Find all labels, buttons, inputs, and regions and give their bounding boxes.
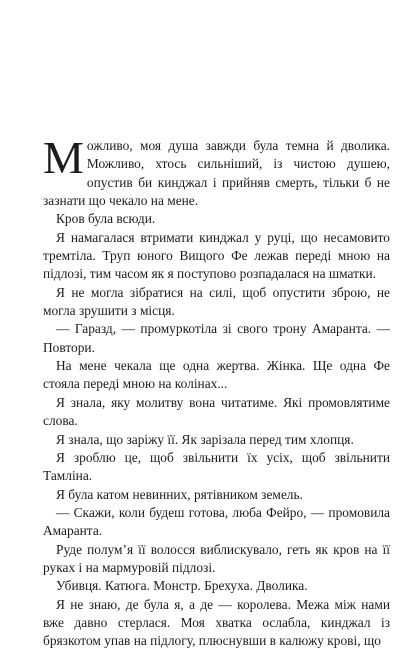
paragraph-11: — Скажи, коли будеш готова, люба Фейро, — промовила Амаранта. [43,504,390,539]
drop-cap: М [43,132,84,183]
paragraph-14: Я не знаю, де була я, а де — королева. Межа між нами вже давно стерлася. Моя хватка ослабла, кинджал із брязкотом упав на підлогу, плюснувши в калюжу крові, що [43,596,390,649]
paragraph-1-text: ожливо, моя душа завжди була темна й дволика. Можливо, хтось сильніший, із чистою душею, опустив би кинджал і прийняв смерть, тільки б не зазнати що чекало на мене. [43,138,390,209]
paragraph-1 [43,132,390,210]
paragraph-7: Я знала, яку молитву вона читатиме. Які промовлятиме слова. [43,394,390,429]
paragraph-2: Кров була всюди. [56,211,156,227]
paragraph-5: — Гаразд, — промуркотіла зі свого трону Амаранта. — Повтори. [43,321,390,355]
paragraph-4: Я не могла зібратися на силі, щоб опустити зброю, не могла зрушити з місця. [43,284,390,319]
paragraph-8: Я знала, що заріжу її. Як зарізала перед тим хлопця. [56,431,354,447]
paragraph-6: На мене чекала ще одна жертва. Жінка. Ще одна Фе стояла переді мною на колінах... [43,358,390,392]
paragraph-10: Я була катом невинних, рятівником земель. [56,486,303,502]
paragraph-13: Убивця. Катюга. Монстр. Брехуха. Дволика. [56,578,308,594]
paragraph-3: Я намагалася втримати кинджал у руці, що несамовито тремтіла. Труп юного Вищого Фе лежав переді мною на підлозі, тим часом як я поступово розпадалася на шматки. [43,229,390,282]
body-text [43,132,390,651]
paragraph-12: Руде полум’я її волосся виблискувало, геть як кров на її руках і на мармуровій підлозі. [43,541,390,575]
paragraph-9: Я зроблю це, щоб звільнити їх усіх, щоб звільнити Тамліна. [43,449,390,484]
